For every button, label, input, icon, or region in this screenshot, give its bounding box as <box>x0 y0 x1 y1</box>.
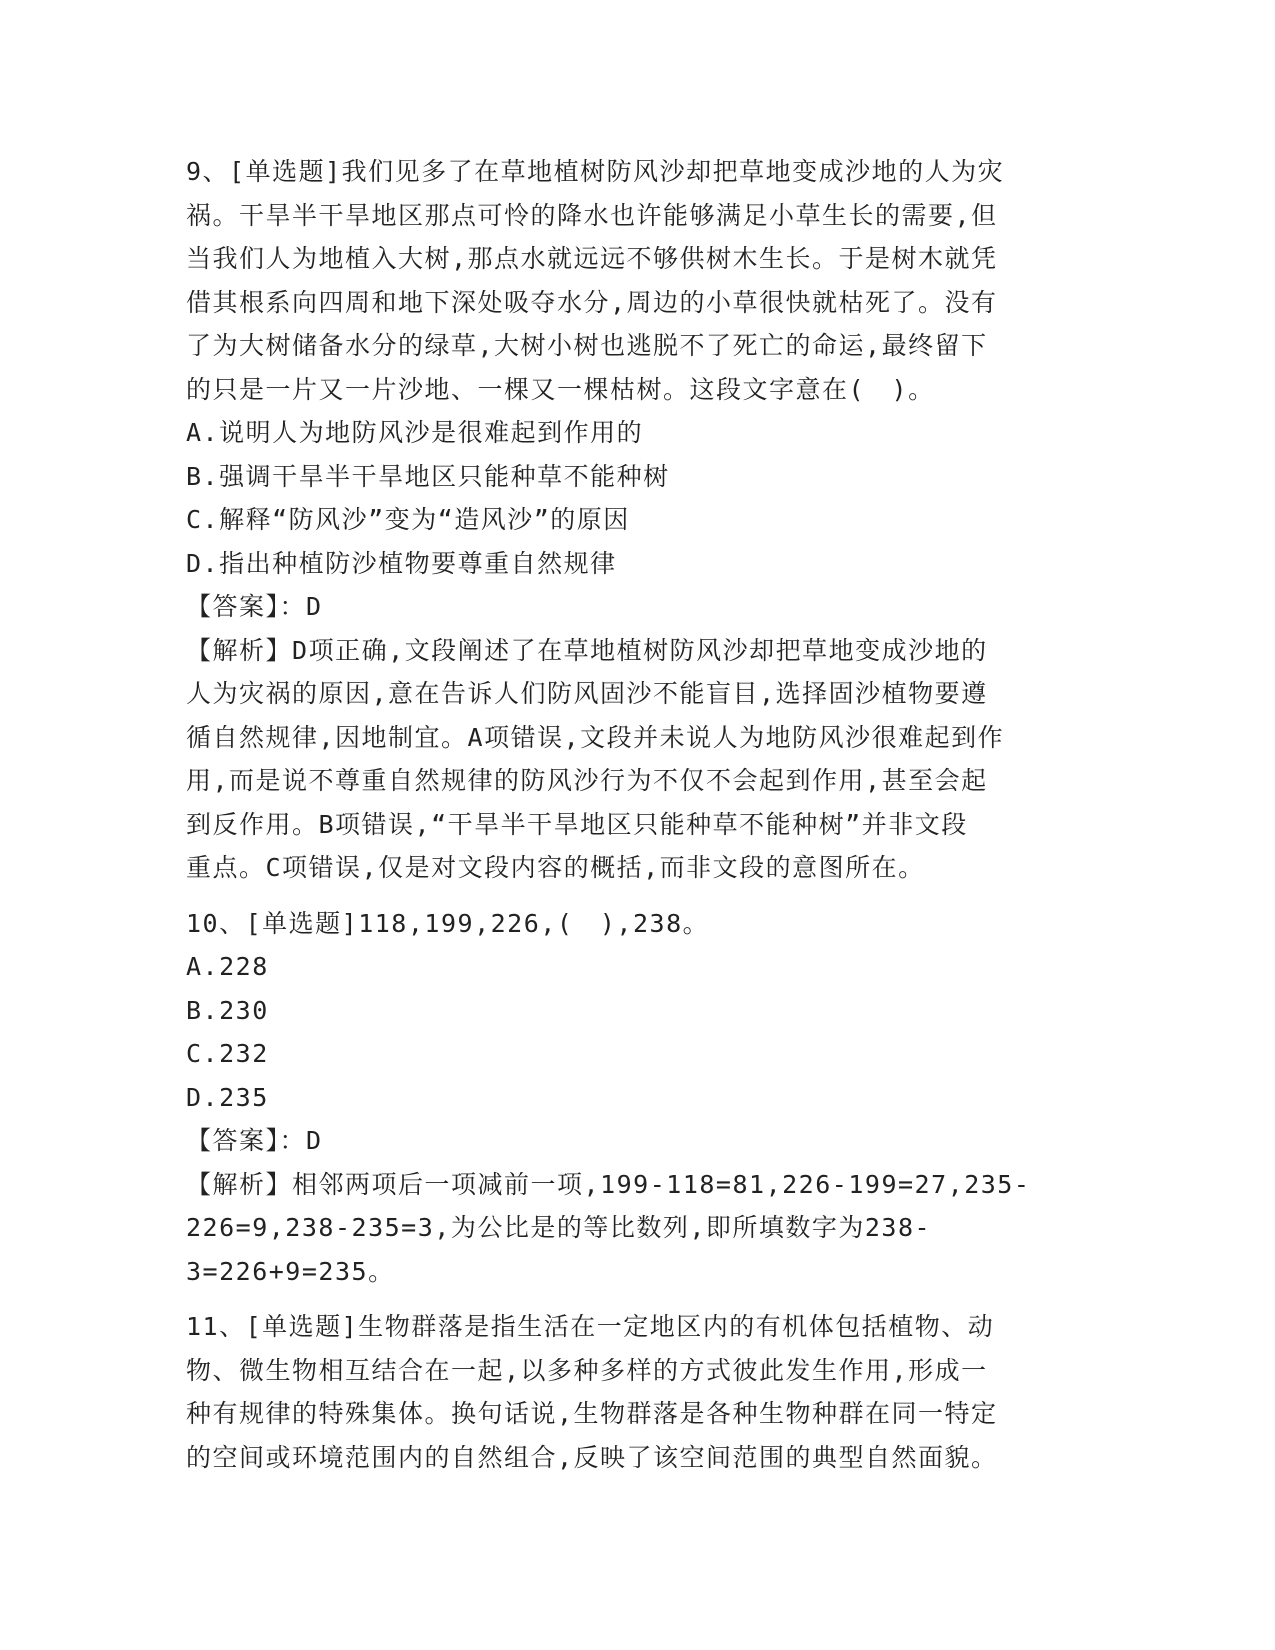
option-c: C.232 <box>186 1039 269 1068</box>
option-c: C.解释“防风沙”变为“造风沙”的原因 <box>186 505 630 534</box>
option-a: A.228 <box>186 952 269 981</box>
analysis-line: 226=9,238-235=3,为公比是的等比数列,即所填数字为238- <box>186 1213 932 1242</box>
analysis-line: 重点。C项错误,仅是对文段内容的概括,而非文段的意图所在。 <box>186 853 925 882</box>
option-d: D.235 <box>186 1082 269 1112</box>
question-stem-line: 祸。干旱半干旱地区那点可怜的降水也许能够满足小草生长的需要,但 <box>186 200 998 230</box>
answer-value: ：D <box>279 1126 323 1155</box>
option-d: D.指出种植防沙植物要尊重自然规律 <box>186 548 617 578</box>
analysis-text: 相邻两项后一项减前一项,199-118=81,226-199=27,235- <box>292 1169 1031 1199</box>
question-stem-line: 种有规律的特殊集体。换句话说,生物群落是各种生物种群在同一特定 <box>186 1399 998 1428</box>
analysis-label: 【解析】 <box>186 1169 293 1199</box>
question-stem-line: 当我们人为地植入大树,那点水就远远不够供树木生长。于是树木就凭 <box>186 244 998 273</box>
question-stem-line: 11、[单选题]生物群落是指生活在一定地区内的有机体包括植物、动 <box>186 1312 995 1341</box>
answer-label: 【答案】 <box>186 592 280 621</box>
question-stem-line: 物、微生物相互结合在一起,以多种多样的方式彼此发生作用,形成一 <box>186 1355 988 1385</box>
question-stem-line: 了为大树储备水分的绿草,大树小树也逃脱不了死亡的命运,最终留下 <box>186 331 988 360</box>
question-stem-line: 9、[单选题]我们见多了在草地植树防风沙却把草地变成沙地的人为灾 <box>186 157 1005 186</box>
question-9 <box>186 150 1086 890</box>
analysis-line: 到反作用。B项错误,“干旱半干旱地区只能种草不能种树”并非文段 <box>186 809 968 839</box>
question-stem-line: 借其根系向四周和地下深处吸夺水分,周边的小草很快就枯死了。没有 <box>186 287 998 317</box>
analysis-line: 3=226+9=235。 <box>186 1256 395 1286</box>
answer-label: 【答案】 <box>186 1126 280 1155</box>
question-10 <box>186 902 1086 1294</box>
analysis-label: 【解析】 <box>186 635 293 665</box>
question-stem-line: 的空间或环境范围内的自然组合,反映了该空间范围的典型自然面貌。 <box>186 1442 998 1472</box>
question-stem-line: 的只是一片又一片沙地、一棵又一棵枯树。这段文字意在( )。 <box>186 374 935 404</box>
analysis-line <box>186 1163 1086 1207</box>
answer-line <box>186 1119 1086 1163</box>
option-a: A.说明人为地防风沙是很难起到作用的 <box>186 418 644 447</box>
document-page <box>186 150 1086 1479</box>
question-stem-line: 10、[单选题]118,199,226,( ),238。 <box>186 908 710 938</box>
option-b: B.强调干旱半干旱地区只能种草不能种树 <box>186 461 670 491</box>
analysis-line: 人为灾祸的原因,意在告诉人们防风固沙不能盲目,选择固沙植物要遵 <box>186 679 988 708</box>
option-b: B.230 <box>186 995 269 1025</box>
analysis-line: 循自然规律,因地制宜。A项错误,文段并未说人为地防风沙很难起到作 <box>186 722 1005 752</box>
answer-line <box>186 585 1086 629</box>
analysis-line <box>186 629 1086 673</box>
analysis-line: 用,而是说不尊重自然规律的防风沙行为不仅不会起到作用,甚至会起 <box>186 766 988 795</box>
analysis-text: D项正确,文段阐述了在草地植树防风沙却把草地变成沙地的 <box>292 635 988 665</box>
answer-value: ：D <box>279 592 323 621</box>
question-11 <box>186 1305 1086 1479</box>
